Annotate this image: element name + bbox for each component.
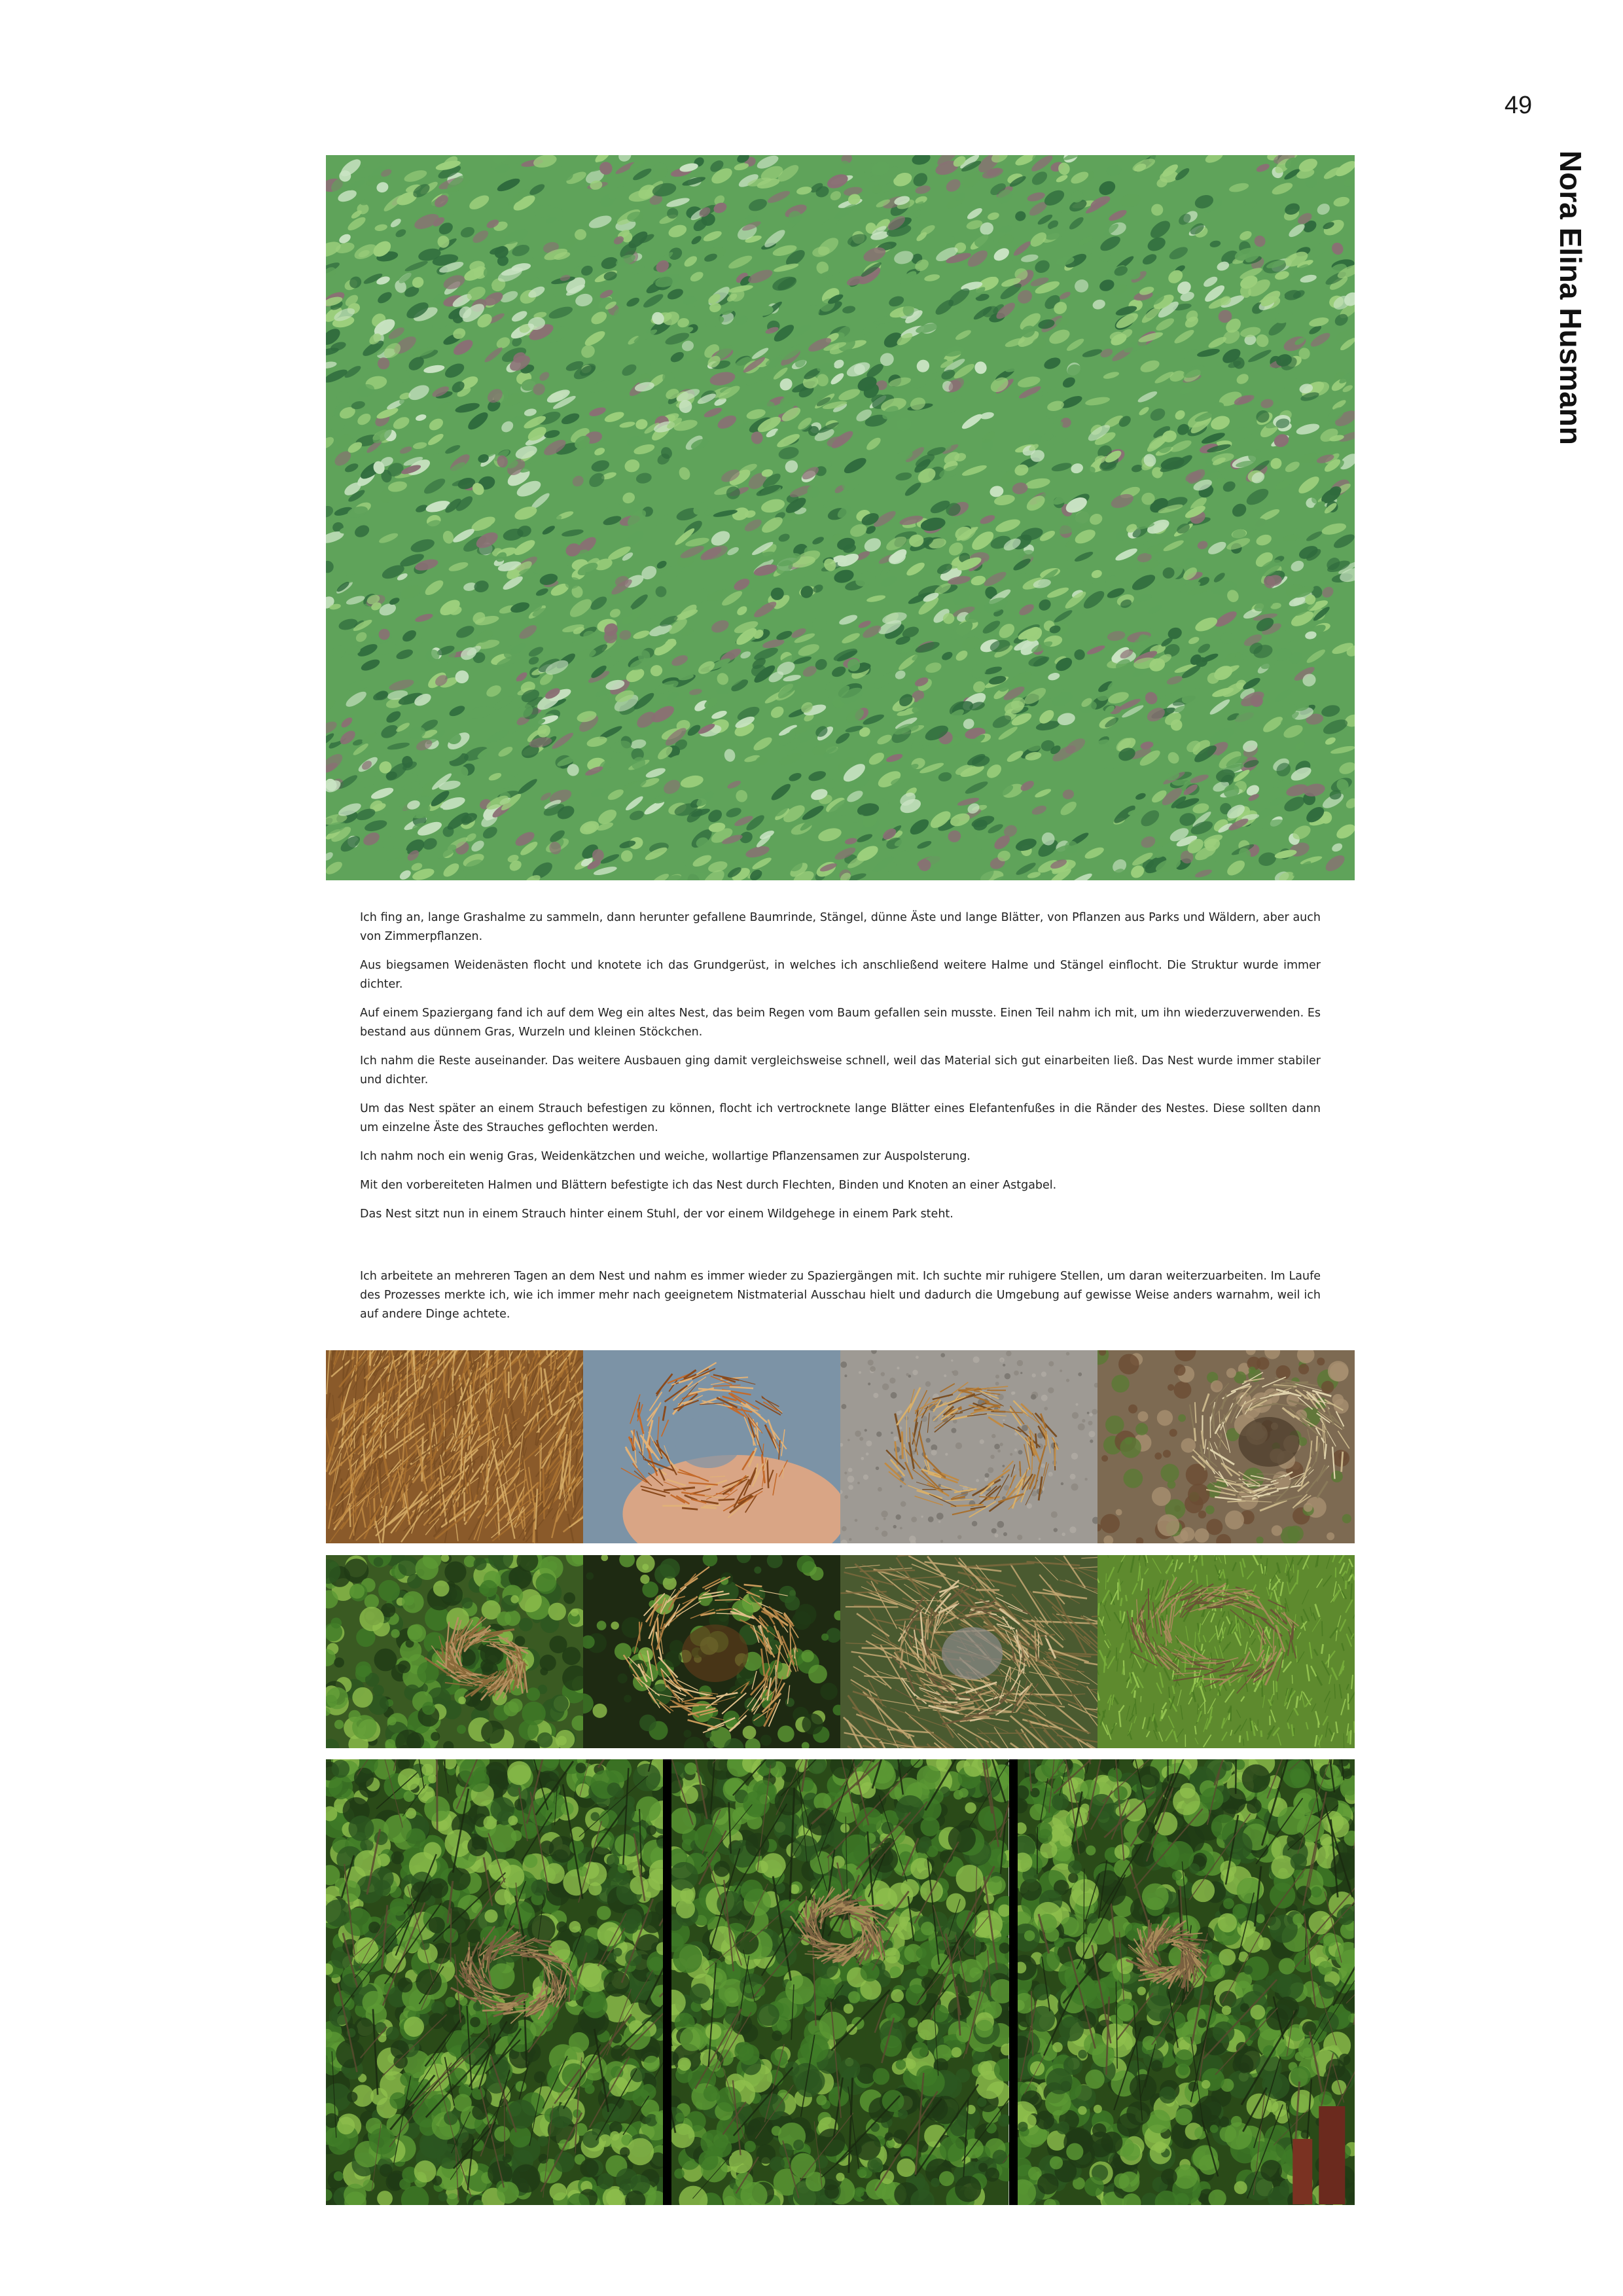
photo-shrub-view-3 xyxy=(1018,1759,1355,2205)
photo-nest-in-shrub xyxy=(326,1555,583,1748)
photo-divider xyxy=(1009,1759,1018,2205)
photo-divider xyxy=(663,1759,671,2205)
paragraph-6: Ich nahm noch ein wenig Gras, Weidenkätzchen und weiche, wollartige Pflanzensamen zur Auspolsterung. xyxy=(360,1150,971,1163)
photo-nest-on-lawn xyxy=(1097,1555,1355,1748)
paragraph-9: Ich arbeitete an mehreren Tagen an dem Nest und nahm es immer wieder zu Spaziergängen mit. Ich suchte mir ruhigere Stellen, um daran weiterzuarbeiten. Im Laufe des Prozesses merkte ich, wie ich immer mehr nach geeignetem Nistmaterial Ausschau hielt und dadurch die Umgebung auf gewisse Weise anders warnahm, weil ich auf andere Dinge achtete. xyxy=(360,1270,1321,1321)
photo-shrub-view-1 xyxy=(326,1759,663,2205)
paragraph-2: Aus biegsamen Weidenästen flocht und knotete ich das Grundgerüst, in welches ich anschließend weitere Halme und Stängel einflocht. Die Struktur wurde immer dichter. xyxy=(360,959,1321,991)
photo-nest-on-gravel xyxy=(840,1350,1097,1543)
photo-row-3 xyxy=(326,1759,1355,2205)
paragraph-5: Um das Nest später an einem Strauch befestigen zu können, flocht ich vertrocknete lange Blätter eines Elefantenfußes in die Ränder des Nestes. Diese sollten dann um einzelne Äste des Strauches geflochten werden. xyxy=(360,1102,1321,1134)
body-text xyxy=(360,908,1321,1334)
paragraph-1: Ich fing an, lange Grashalme zu sammeln, dann herunter gefallene Baumrinde, Stängel, dünne Äste und lange Blätter, von Pflanzen aus Parks und Wäldern, aber auch von Zimmerpflanzen. xyxy=(360,911,1321,943)
paragraph-7: Mit den vorbereiteten Halmen und Blättern befestigte ich das Nest durch Flechten, Binden und Knoten an einer Astgabel. xyxy=(360,1179,1057,1192)
photo-nest-on-leaves xyxy=(1097,1350,1355,1543)
painting-image xyxy=(326,155,1355,880)
painting-canvas xyxy=(326,155,1355,880)
page-number: 49 xyxy=(1504,92,1533,119)
photo-shrub-view-2 xyxy=(671,1759,1008,2205)
author-name-vertical xyxy=(1531,151,1610,504)
photo-dry-grass xyxy=(326,1350,583,1543)
paragraph-3: Auf einem Spaziergang fand ich auf dem Weg ein altes Nest, das beim Regen vom Baum gefallen sein musste. Einen Teil nahm ich mit, um ihn wiederzuverwenden. Es bestand aus dünnem Gras, Wurzeln und kleinen Stöckchen. xyxy=(360,1007,1321,1039)
author-name: Nora Elina Husmann xyxy=(1554,151,1588,445)
photo-row-2 xyxy=(326,1555,1355,1748)
paragraph-4: Ich nahm die Reste auseinander. Das weitere Ausbauen ging damit vergleichsweise schnell, weil das Material sich gut einarbeiten ließ. Das Nest wurde immer stabiler und dichter. xyxy=(360,1054,1321,1086)
photo-row-1 xyxy=(326,1350,1355,1543)
photo-nest-with-stalks xyxy=(840,1555,1097,1748)
photo-nest-closeup xyxy=(583,1555,840,1748)
paragraph-8: Das Nest sitzt nun in einem Strauch hinter einem Stuhl, der vor einem Wildgehege in einem Park steht. xyxy=(360,1208,954,1221)
photo-nest-frame-in-hand xyxy=(583,1350,840,1543)
